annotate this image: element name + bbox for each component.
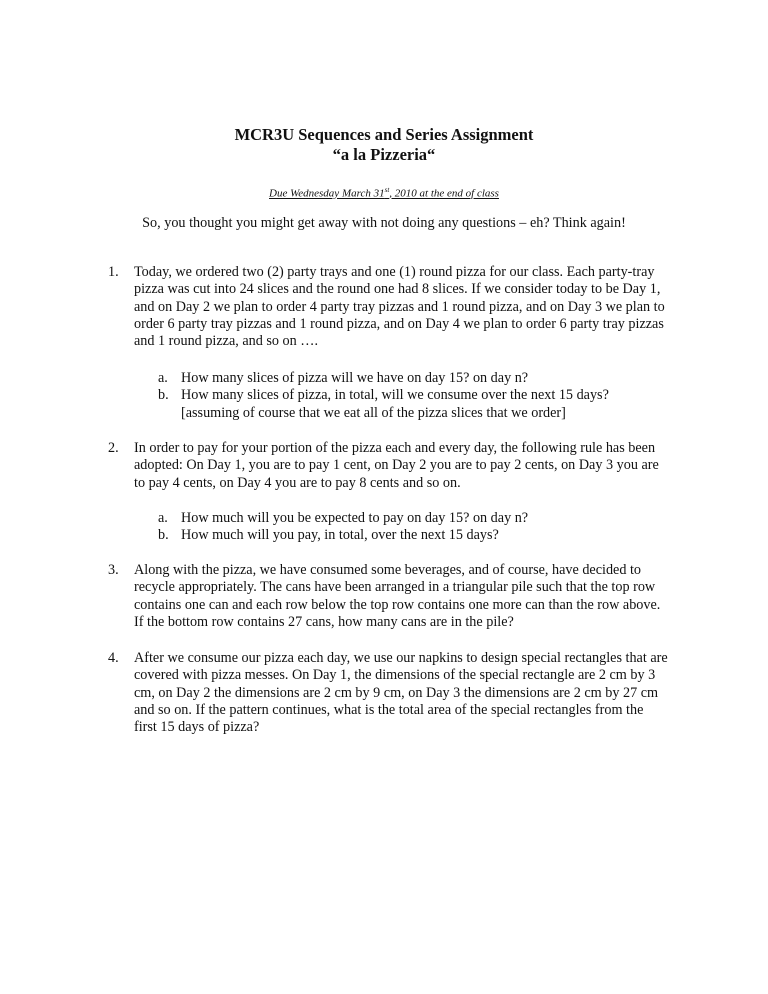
part-text: How many slices of pizza will we have on day 15? on day n? — [181, 370, 529, 386]
question-text: After we consume our pizza each day, we use our napkins to design special rectangles that are covered with pizza messes. On Day 1, the dimensions of the special rectangle are 2 cm by 3 cm, on Day 2 the dimensions are 2 cm by 9 cm, on Day 3 the dimensions are 2 cm by 27 cm and so on. If the pattern continues, what is the total area of the special rectangles from the first 15 days of pizza? — [134, 650, 668, 736]
part-letter: b. — [158, 387, 169, 404]
question-part — [158, 510, 678, 527]
part-text: How many slices of pizza, in total, will we consume over the next 15 days? [assuming of course that we eat all of the pizza slices that we order] — [181, 387, 609, 421]
intro-text: So, you thought you might get away with not doing any questions – eh? Think again! — [142, 215, 626, 231]
assignment-subtitle: “a la Pizzeria“ — [332, 145, 436, 164]
due-date — [0, 186, 768, 200]
part-letter: a. — [158, 370, 168, 386]
question-number: 1. — [108, 264, 119, 280]
due-date-suffix: , 2010 at the end of class — [389, 187, 499, 200]
question-1 — [108, 264, 668, 350]
part-text: How much will you be expected to pay on day 15? on day n? — [181, 510, 529, 526]
question-3 — [108, 562, 668, 631]
question-text: Today, we ordered two (2) party trays and one (1) round pizza for our class. Each party-tray pizza was cut into 24 slices and the round one had 8 slices. If we consider today to be Day 1, and on Day 2 we plan to order 4 party tray pizzas and 1 round pizza, and on Day 3 we plan to order 6 party tray pizzas and 1 round pizza, and on Day 4 we plan to order 6 party tray pizzas and 1 round pizza, and so on …. — [134, 264, 665, 350]
assignment-title: MCR3U Sequences and Series Assignment — [234, 125, 534, 144]
part-letter: b. — [158, 527, 169, 544]
question-text: In order to pay for your portion of the pizza each and every day, the following rule has been adopted: On Day 1, you are to pay 1 cent, on Day 2 you are to pay 2 cents, on Day 3 you are to pay 4 cents, on Day 4 you are to pay 8 cents and so on. — [134, 440, 659, 491]
question-part — [158, 527, 678, 544]
part-letter: a. — [158, 510, 168, 526]
question-text: Along with the pizza, we have consumed some beverages, and of course, have decided to recycle appropriately. The cans have been arranged in a triangular pile such that the top row contains one can and each row below the top row contains one more can than the row above. If the bottom row contains 27 cans, how many cans are in the pile? — [134, 562, 661, 630]
question-part — [158, 370, 678, 387]
question-1-parts — [158, 370, 678, 422]
question-number: 4. — [108, 650, 119, 666]
question-part — [158, 387, 678, 422]
question-2 — [108, 440, 668, 492]
part-text: How much will you pay, in total, over the next 15 days? — [181, 527, 499, 544]
question-number: 3. — [108, 562, 119, 578]
due-date-superscript: st — [384, 186, 390, 194]
due-date-prefix: Due Wednesday March 31 — [269, 187, 385, 200]
question-4 — [108, 650, 668, 736]
question-2-parts — [158, 510, 678, 545]
question-number: 2. — [108, 440, 119, 456]
